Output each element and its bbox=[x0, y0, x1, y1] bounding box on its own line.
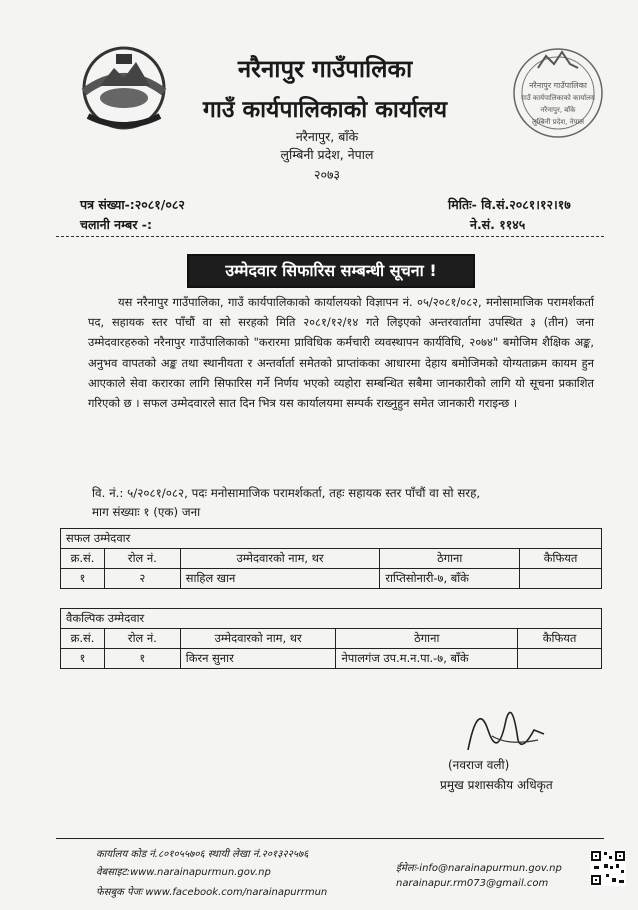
seal-text-1: नरैनापुर गाउँपालिका bbox=[529, 81, 587, 90]
post-details-line-2: माग संख्याः १ (एक) जना bbox=[92, 505, 201, 519]
seal-text-4: लुम्बिनी प्रदेश, नेपाल bbox=[531, 118, 585, 126]
address-line-1: नरैनापुर, बाँके bbox=[295, 129, 359, 144]
cell-roll: १ bbox=[104, 649, 180, 669]
signer-name: (नवराज वली) bbox=[448, 758, 510, 772]
reference-number: पत्र संख्या-:२०८१/०८२ bbox=[80, 197, 185, 212]
column-header: रोल नं. bbox=[104, 629, 180, 649]
footer-website[interactable]: वेबसाइट:www.narainapurmun.gov.np bbox=[96, 867, 271, 878]
cell-name: साहिल खान bbox=[180, 569, 380, 589]
cell-address: नेपालगंज उप.म.न.पा.-७, बाँके bbox=[336, 649, 518, 669]
cell-address: राप्तिसोनारी-७, बाँके bbox=[380, 569, 520, 589]
header-divider bbox=[56, 236, 604, 237]
column-header: उम्मेदवारको नाम, थर bbox=[180, 629, 336, 649]
alternate-candidate-table bbox=[60, 608, 602, 669]
post-details bbox=[92, 484, 602, 522]
column-header: कैफियत bbox=[518, 629, 602, 649]
column-header: रोल नं. bbox=[104, 549, 180, 569]
footer-office-code: कार्यालय कोड नं.८०१०५५७०६ स्थायी लेखा नं.२०१३२२५७६ bbox=[96, 849, 309, 860]
address-line-2: लुम्बिनी प्रदेश, नेपाल bbox=[280, 147, 374, 162]
column-header: क्र.सं. bbox=[61, 629, 105, 649]
seal-text-3: नरैनापुर, बाँके bbox=[540, 106, 576, 114]
success-candidate-table bbox=[60, 528, 602, 589]
cell-serial: १ bbox=[61, 569, 105, 589]
cell-name: किरन सुनार bbox=[180, 649, 336, 669]
column-header: क्र.सं. bbox=[61, 549, 105, 569]
table-row bbox=[61, 569, 602, 589]
dispatch-number: चलानी नम्बर -: bbox=[80, 217, 152, 232]
notice-title: उम्मेदवार सिफारिस सम्बन्धी सूचना ! bbox=[187, 254, 475, 288]
office-subtitle: गाउँ कार्यपालिकाको कार्यालय bbox=[202, 97, 448, 123]
cell-remark bbox=[518, 649, 602, 669]
nepal-sambat-date: ने.सं. ११४५ bbox=[470, 217, 526, 232]
qr-code-icon bbox=[590, 850, 626, 886]
address-line-3: २०७३ bbox=[313, 167, 340, 182]
footer-divider bbox=[56, 838, 604, 839]
cell-roll: २ bbox=[104, 569, 180, 589]
notice-body: यस नरैनापुर गाउँपालिका, गाउँ कार्यपालिकाको कार्यालयको विज्ञापन नं. ०५/२०८१/०८२, मनोसामाजिक परामर्शकर्ता पद, सहायक स्तर पाँचौं वा सो सरहको मिति २०८१/१२/१४ गते लिइएको अन्तरवार्तामा उपस्थित ३ (तीन) जना उम्मेदवारहरुको नरैनापुर गाउँपालिकाको "करारमा प्राविधिक कर्मचारी व्यवस्थापन कार्यविधि, २०७४" बमोजिम शैक्षिक अङ्क, अनुभव वापतको अङ्क तथा स्थानीयता र अन्तर्वार्ता समेतको प्राप्तांकका आधारमा देहाय बमोजिमको योग्यताक्रम कायम हुन आएकाले सेवा करारका लागि सिफारिस गर्ने निर्णय भएको व्यहोरा सम्बन्धित सबैमा जानकारीको लागि यो सूचना प्रकाशित गरिएको छ । सफल उम्मेदवारले सात दिन भित्र यस कार्यालयमा सम्पर्क राख्नुहुन समेत जानकारी गराइन्छ । bbox=[88, 295, 594, 411]
office-name: नरैनापुर गाउँपालिका bbox=[237, 55, 413, 83]
footer-email[interactable]: ईमेलः-info@narainapurmun.gov.np bbox=[396, 863, 562, 874]
date-line: मितिः- वि.सं.२०८१।१२।१७ bbox=[448, 197, 571, 212]
seal-text-2: गाउँ कार्यपालिकाको कार्यालय bbox=[521, 94, 595, 102]
cell-serial: १ bbox=[61, 649, 105, 669]
column-header: उम्मेदवारको नाम, थर bbox=[180, 549, 380, 569]
post-details-line-1: वि. नं.: ५/२०८१/०८२, पदः मनोसामाजिक परामर्शकर्ता, तहः सहायक स्तर पाँचौं वा सो सरह, bbox=[92, 486, 481, 500]
table-caption: वैकल्पिक उम्मेदवार bbox=[61, 609, 602, 629]
footer-facebook[interactable]: फेसबुक पेजः www.facebook.com/narainapurrmun bbox=[96, 887, 328, 898]
signer-designation: प्रमुख प्रशासकीय अधिकृत bbox=[440, 778, 553, 792]
column-header: ठेगाना bbox=[380, 549, 520, 569]
column-header: कैफियत bbox=[520, 549, 602, 569]
table-caption: सफल उम्मेदवार bbox=[61, 529, 602, 549]
table-row bbox=[61, 649, 602, 669]
footer-email-2[interactable]: narainapur.rm073@gmail.com bbox=[396, 878, 549, 889]
column-header: ठेगाना bbox=[336, 629, 518, 649]
cell-remark bbox=[520, 569, 602, 589]
signature-mark bbox=[448, 690, 568, 760]
